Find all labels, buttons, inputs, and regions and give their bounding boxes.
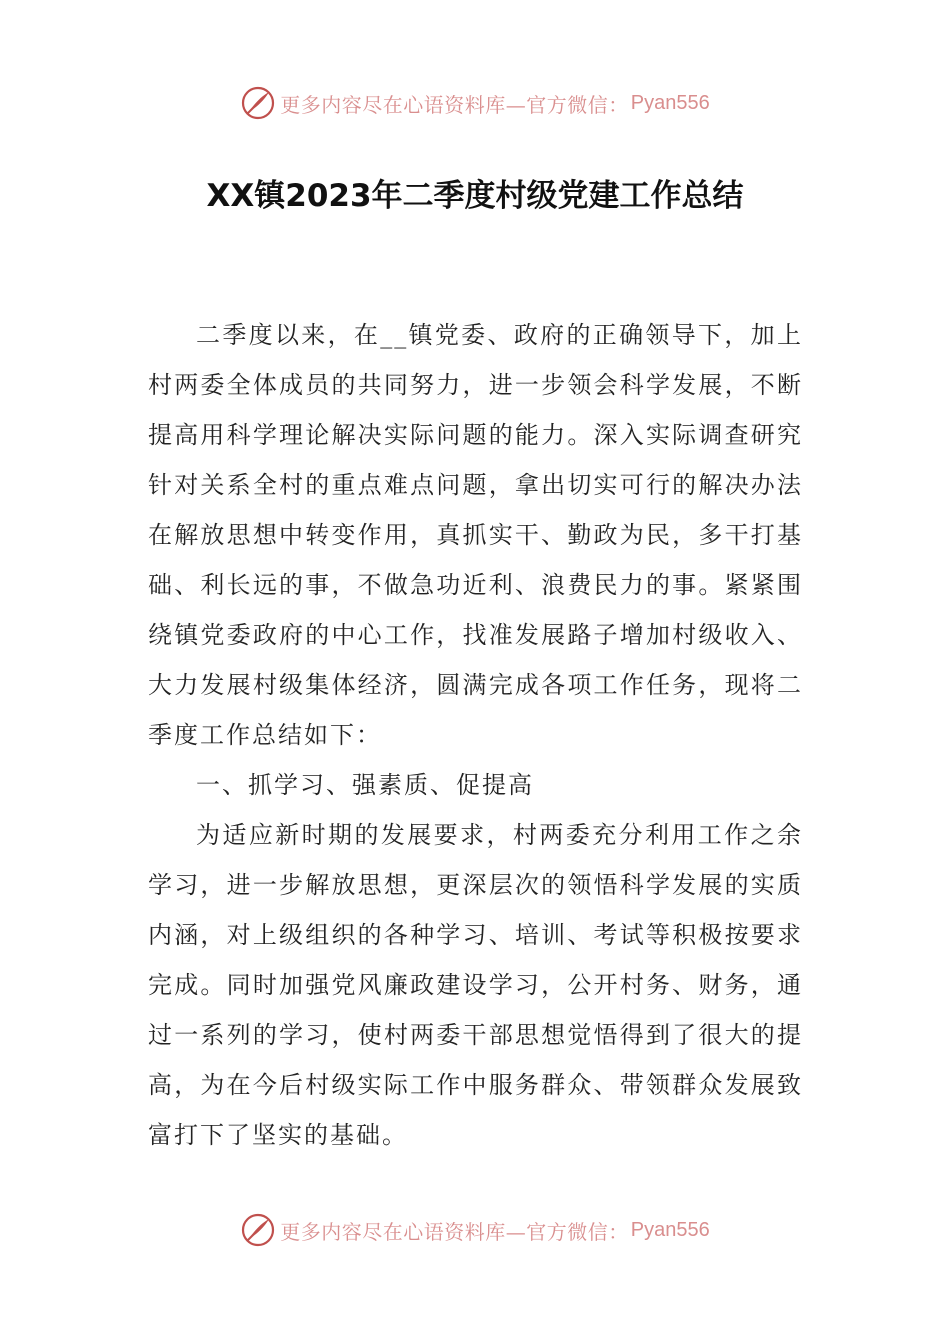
document-title: XX镇2023年二季度村级党建工作总结 xyxy=(206,178,744,214)
watermark-wechat-id: Pyan556 xyxy=(630,91,710,114)
watermark-text: 更多内容尽在心语资料库—官方微信： xyxy=(280,92,629,117)
quill-logo-icon xyxy=(240,85,276,121)
section-heading: 一、抓学习、强素质、促提高 xyxy=(196,771,534,799)
watermark-banner-top xyxy=(0,83,950,123)
watermark-banner-bottom xyxy=(0,1210,950,1250)
document-body xyxy=(148,310,803,1160)
watermark-text: 更多内容尽在心语资料库—官方微信： xyxy=(280,1219,629,1244)
quill-logo-icon xyxy=(240,1212,276,1248)
paragraph-section-1: 为适应新时期的发展要求，村两委充分利用工作之余学习，进一步解放思想，更深层次的领悟科学发展的实质内涵，对上级组织的各种学习、培训、考试等积极按要求完成。同时加强党风廉政建设学习，公开村务、财务，通过一系列的学习，使村两委干部思想觉悟得到了很大的提高，为在今后村级实际工作中服务群众、带领群众发展致富打下了坚实的基础。 xyxy=(148,821,803,1149)
paragraph-intro: 二季度以来，在__镇党委、政府的正确领导下，加上村两委全体成员的共同努力，进一步领会科学发展，不断提高用科学理论解决实际问题的能力。深入实际调查研究针对关系全村的重点难点问题，拿出切实可行的解决办法在解放思想中转变作用，真抓实干、勤政为民，多干打基础、利长远的事，不做急功近利、浪费民力的事。紧紧围绕镇党委政府的中心工作，找准发展路子增加村级收入、大力发展村级集体经济，圆满完成各项工作任务，现将二季度工作总结如下： xyxy=(148,321,803,749)
watermark-wechat-id: Pyan556 xyxy=(630,1218,710,1241)
